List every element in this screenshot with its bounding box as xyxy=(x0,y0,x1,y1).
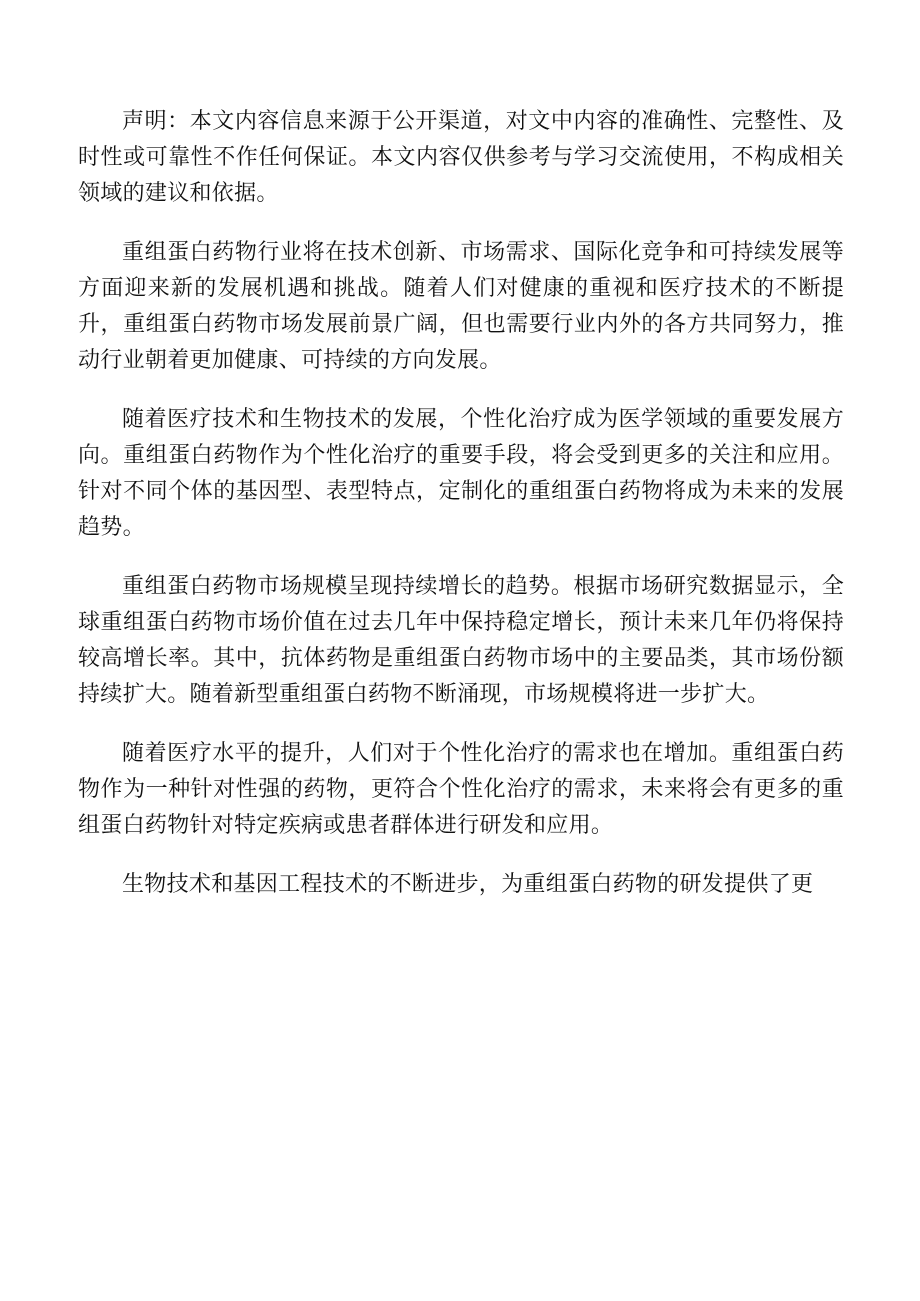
body-paragraph: 重组蛋白药物行业将在技术创新、市场需求、国际化竞争和可持续发展等方面迎来新的发展机遇和挑战。随着人们对健康的重视和医疗技术的不断提升，重组蛋白药物市场发展前景广阔，但也需要行业内外的各方共同努力，推动行业朝着更加健康、可持续的方向发展。 xyxy=(78,240,844,373)
body-paragraph: 生物技术和基因工程技术的不断进步，为重组蛋白药物的研发提供了更 xyxy=(122,872,814,897)
document-body xyxy=(78,104,844,926)
body-paragraph: 随着医疗技术和生物技术的发展，个性化治疗成为医学领域的重要发展方向。重组蛋白药物作为个性化治疗的重要手段，将会受到更多的关注和应用。针对不同个体的基因型、表型特点，定制化的重组蛋白药物将成为未来的发展趋势。 xyxy=(78,407,844,540)
disclaimer-paragraph: 声明：本文内容信息来源于公开渠道，对文中内容的准确性、完整性、及时性或可靠性不作任何保证。本文内容仅供参考与学习交流使用，不构成相关领域的建议和依据。 xyxy=(78,109,844,206)
body-paragraph: 重组蛋白药物市场规模呈现持续增长的趋势。根据市场研究数据显示，全球重组蛋白药物市场价值在过去几年中保持稳定增长，预计未来几年仍将保持较高增长率。其中，抗体药物是重组蛋白药物市场中的主要品类，其市场份额持续扩大。随着新型重组蛋白药物不断涌现，市场规模将进一步扩大。 xyxy=(78,574,844,707)
body-paragraph: 随着医疗水平的提升，人们对于个性化治疗的需求也在增加。重组蛋白药物作为一种针对性强的药物，更符合个性化治疗的需求，未来将会有更多的重组蛋白药物针对特定疾病或患者群体进行研发和应用。 xyxy=(78,741,844,838)
